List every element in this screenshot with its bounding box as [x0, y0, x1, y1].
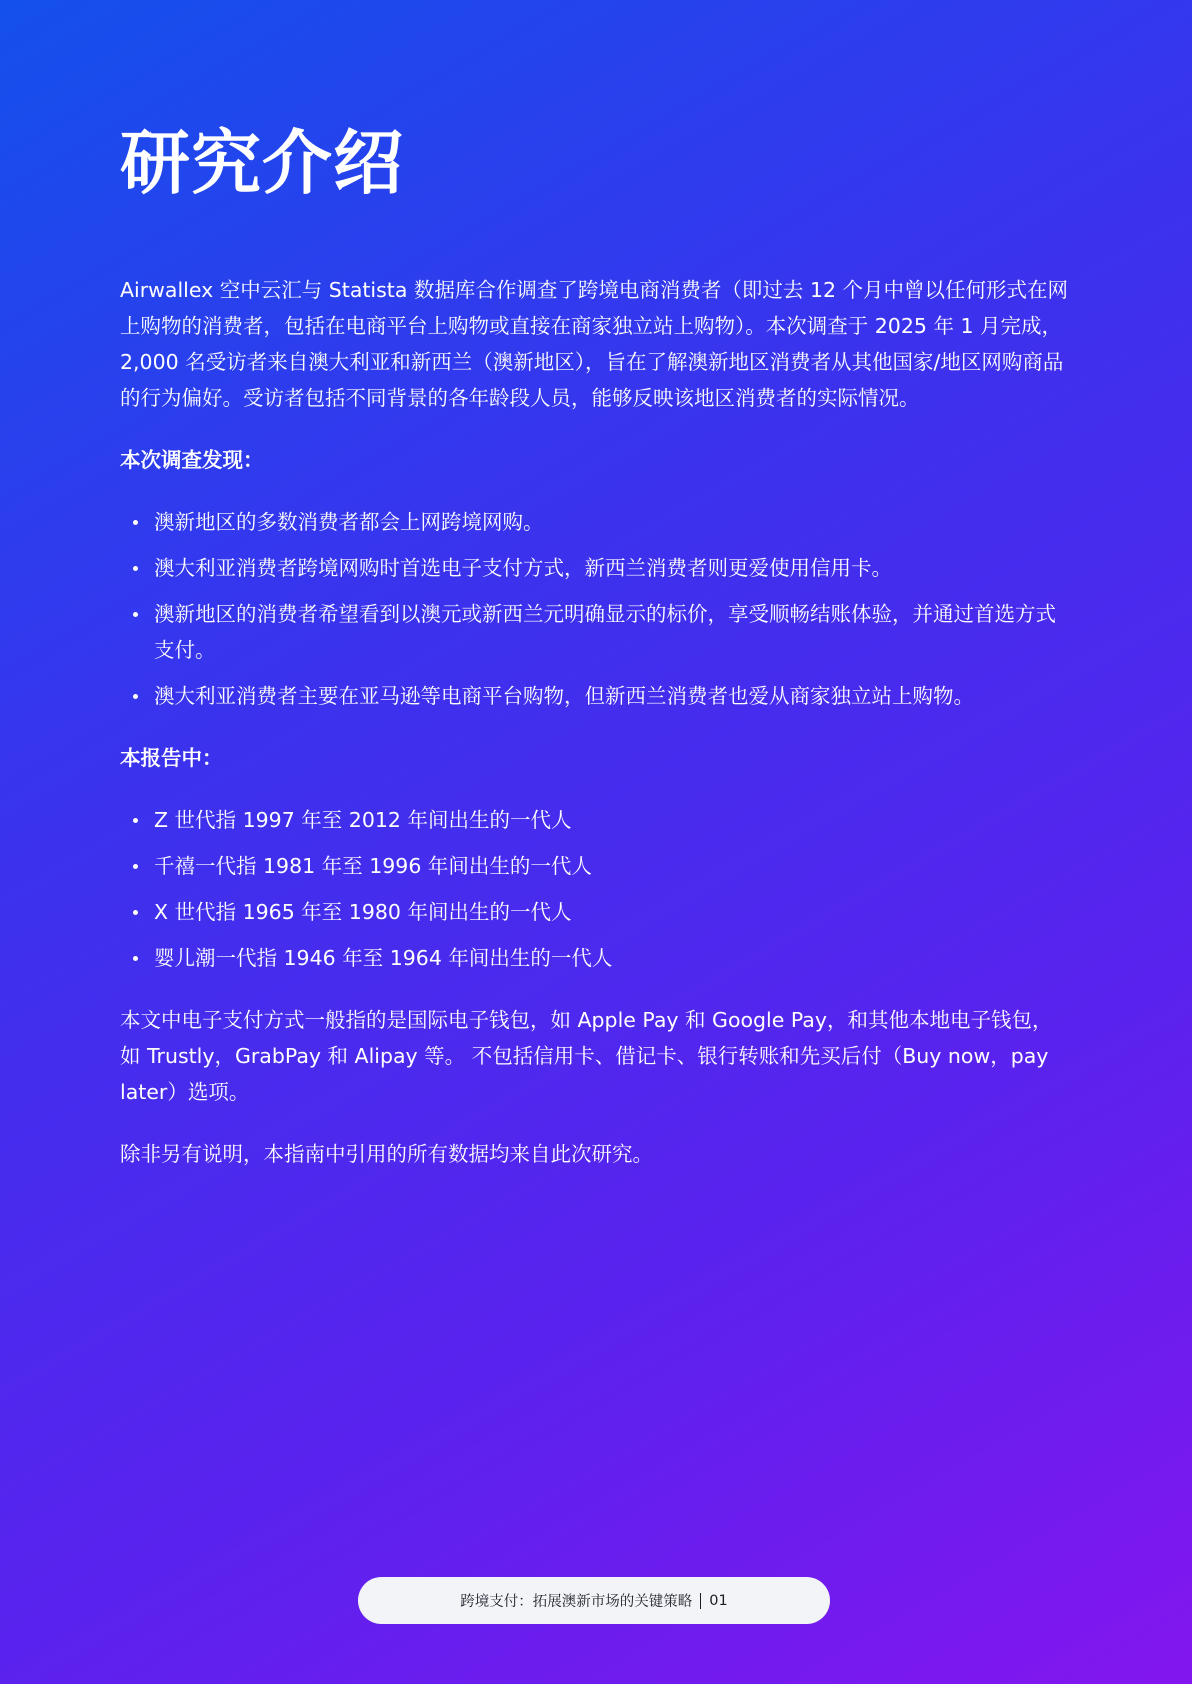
footer-pill	[358, 1577, 830, 1624]
list-item-text: X 世代指 1965 年至 1980 年间出生的一代人	[154, 900, 572, 924]
list-item	[120, 802, 1070, 838]
list-item-text: 澳大利亚消费者跨境网购时首选电子支付方式，新西兰消费者则更爱使用信用卡。	[154, 556, 892, 580]
page-number: 01	[709, 1592, 728, 1609]
list-item-text: 婴儿潮一代指 1946 年至 1964 年间出生的一代人	[154, 946, 613, 970]
bullet-icon	[133, 864, 138, 869]
bullet-icon	[133, 694, 138, 699]
report-definitions-list	[120, 802, 1070, 976]
bullet-icon	[133, 818, 138, 823]
list-item-text: 澳新地区的消费者希望看到以澳元或新西兰元明确显示的标价，享受顺畅结账体验，并通过首选方式支付。	[154, 602, 1056, 662]
bullet-icon	[133, 956, 138, 961]
findings-heading: 本次调查发现：	[120, 448, 264, 472]
bullet-icon	[133, 910, 138, 915]
findings-list	[120, 504, 1070, 714]
list-item	[120, 678, 1070, 714]
list-item	[120, 940, 1070, 976]
bullet-icon	[133, 566, 138, 571]
footer-divider	[700, 1593, 701, 1609]
list-item	[120, 550, 1070, 586]
list-item-text: Z 世代指 1997 年至 2012 年间出生的一代人	[154, 808, 572, 832]
report-heading: 本报告中：	[120, 746, 223, 770]
list-item-text: 澳大利亚消费者主要在亚马逊等电商平台购物，但新西兰消费者也爱从商家独立站上购物。	[154, 684, 974, 708]
list-item	[120, 894, 1070, 930]
footer-title: 跨境支付：拓展澳新市场的关键策略	[460, 1594, 693, 1610]
payment-note-paragraph: 本文中电子支付方式一般指的是国际电子钱包，如 Apple Pay 和 Google Pay，和其他本地电子钱包，如 Trustly，GrabPay 和 Alipay 等。 不包括信用卡、借记卡、银行转账和先买后付（Buy now，pay later）选项。	[120, 1008, 1053, 1104]
data-source-note: 除非另有说明，本指南中引用的所有数据均来自此次研究。	[120, 1142, 653, 1166]
list-item	[120, 596, 1070, 668]
main-content	[120, 272, 1070, 1172]
list-item-text: 澳新地区的多数消费者都会上网跨境网购。	[154, 510, 544, 534]
list-item	[120, 848, 1070, 884]
bullet-icon	[133, 520, 138, 525]
bullet-icon	[133, 612, 138, 617]
page-title: 研究介绍	[120, 122, 404, 204]
intro-paragraph: Airwallex 空中云汇与 Statista 数据库合作调查了跨境电商消费者（即过去 12 个月中曾以任何形式在网上购物的消费者，包括在电商平台上购物或直接在商家独立站上购物）。本次调查于 2025 年 1 月完成，2,000 名受访者来自澳大利亚和新西兰（澳新地区），旨在了解澳新地区消费者从其他国家/地区网购商品的行为偏好。受访者包括不同背景的各年龄段人员，能够反映该地区消费者的实际情况。	[120, 278, 1069, 410]
list-item-text: 千禧一代指 1981 年至 1996 年间出生的一代人	[154, 854, 592, 878]
list-item	[120, 504, 1070, 540]
